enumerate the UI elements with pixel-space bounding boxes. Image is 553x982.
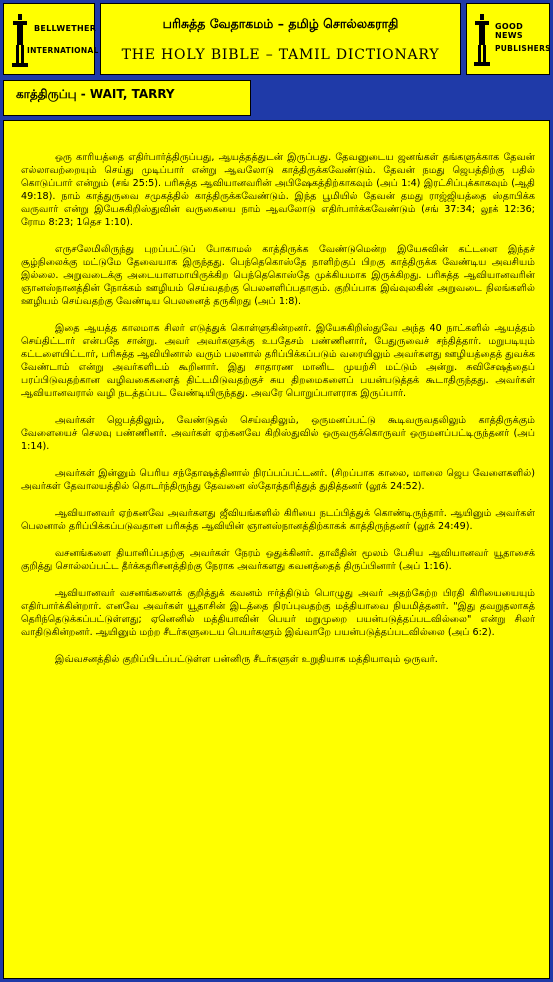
paragraph: அவர்கள் ஜெபத்திலும், வேண்டுதல் செய்வதிலும், ஒருமனப்பட்டு கூடிவருவதலிலும் காத்திருக்கும் வேளையைச் செலவு பண்ணினர். அவர்கள் ஏற்கனவே கிறிஸ்துவில் ஒருவருக்கொருவர் ஒருமனப்பட்டிருந்தனர் (அப் 1:14). [21, 415, 535, 452]
term-heading-box [3, 80, 251, 116]
paragraph: ஒரு காரியத்தை எதிர்பார்த்திருப்பது, ஆயத்தத்துடன் இருப்பது. தேவனுடைய ஜனங்கள் தங்களுக்காக தேவன் எல்லாவற்றையும் செய்து முடிப்பார் என்று ஆவலோடு காத்திருக்கவேண்டும். தேவன் நமது ஜெபத்திற்கு பதில் கொடுப்பார் என்றும் (சங் 25:5). பரிசுத்த ஆவியானவரின் அபிஷேகத்திற்காகவும் (அப் 1:4) இரட்சிப்புக்காகவும் (ஆதி 49:18). நாம் காத்துருவை சமுகத்தில் காத்திருக்கவேண்டும். இந்த பூமியில் தேவன் தமது ராஜ்ஜியத்தை ஸ்தாபிக்க வருவார் என்று இயேசுகிறிஸ்துவின் வருகையை நாம் ஆவலோடு எதிர்பார்க்கவேண்டும் (சங் 37:34; லூக் 12:36; ரோம 8:23; 1தெச 1:10). [21, 152, 535, 228]
good-news-logo [466, 3, 550, 75]
paragraph: ஆவியானவர் வசனங்களைக் குறித்துக் கவனம் ஈர்த்திடும் பொழுது அவர் அதற்கேற்ற பிரதி கிரியையையும் எதிர்பார்க்கின்றார். எனவே அவர்கள் யூதாசின் இடத்தை நிரப்புவதற்கு மத்தியாவை நியமித்தனர். "இது தவறுதலாகத் தெரிந்தெடுக்கப்பட்டுள்ளது; ஏனெனில் மத்தியாவின் பெயர் மறுமுறை பயன்படுத்தப்படவில்லை" என்று சிலர் வாதிடுகின்றனர். ஆயினும் மற்ற சீடர்களுடைய பெயர்களும் இவ்வாறே பயன்படுத்தப்படவில்லை (அப் 6:2). [21, 588, 535, 638]
paragraph: எருசலேமிலிருந்து புறப்பட்டுப் போகாமல் காத்திருக்க வேண்டுமென்ற இயேசுவின் கட்டளை இந்தச் சூழ்நிலைக்கு மட்டுமே தேவையாக இருந்தது. பெந்தெகொஸ்தே நாளிற்குப் பிறகு காத்திருக்க வேண்டிய அவசியம் இல்லை. அறுவடைக்கு அடையாளமாயிருக்கிற பெந்தெகொஸ்தே முக்கியமாக இருக்கிறது. பரிசுத்த ஆவியானவரின் ஞானஸ்நானத்தின் நோக்கம் ஊழியம் செய்வதற்கு பெலனளிப்பதாகும். குறிப்பாக இவ்வுலகின் அறுவடை நிலங்களில் ஊழியம் செய்வதற்கு வேண்டிய பெலனைத் தருகிறது (அப் 1:8). [21, 244, 535, 307]
term-heading: காத்திருப்பு - WAIT, TARRY [16, 87, 175, 101]
header-title-english: THE HOLY BIBLE – TAMIL DICTIONARY [121, 47, 440, 63]
header-title-tamil: பரிசுத்த வேதாகமம் – தமிழ் சொல்லகராதி [162, 16, 399, 31]
paragraph: இதை ஆயத்த காலமாக சிலர் எடுத்துக் கொள்ளுகின்றனர். இயேசுகிறிஸ்துவே அந்த 40 நாட்களில் ஆயத்தம் செய்திட்டார் என்பதே சான்று. அவர் அவர்களுக்கு உபதேசம் பண்ணினார், பேதுருவைச் சந்தித்தார். மறுபடியும் கட்டளையிட்டார், பரிசுத்த ஆவியினால் வரும் பலனால் தரிப்பிக்கப்படும் வரையிலும் அவர்களது ஊழியத்தைத் துவக்க வேண்டாம் என்று அவர்களிடம் கூறினார். இது சாதாரண மானிட முயற்சி மட்டும் அன்று. சுவிசேஷத்தைப் பரப்பிடுவதற்கான வழிவகைகளைத் திட்டமிடுவதற்குச் சுய திறமைகளைப் பயன்படுத்தக் கூடாதிருந்தது. அவர்கள் ஆவியானவரால் வழி நடத்தப்பட வேண்டியிருந்தது. அவரே பொறுப்பாளராக இருப்பார். [21, 323, 535, 399]
paragraph: அவர்கள் இன்னும் பெரிய சந்தோஷத்தினால் நிரப்பப்பட்டனர். (சிறப்பாக காலை, மாலை ஜெப வேளைகளில்) அவர்கள் தேவாலயத்தில் தொடர்ந்திருந்து தேவனை ஸ்தோத்தரித்துத் துதித்தனர் (லூக் 24:52). [21, 468, 535, 492]
logo-left-line1: BELLWETHER [34, 24, 97, 33]
paragraph-list [4, 121, 549, 666]
dictionary-header [100, 3, 461, 75]
logo-right-line1: GOOD NEWS [495, 22, 524, 40]
figure-icon [473, 12, 491, 68]
paragraph: ஆவியானவர் ஏற்கனவே அவர்களது ஜீவியங்களில் கிரியை நடப்பித்துக் கொண்டிருந்தார். ஆயினும் அவர்கள் பெலனால் தரிப்பிக்கப்படுவதான பரிசுத்த ஆவியின் ஞானஸ்நானத்திற்காகக் காத்திருந்தனர் (லூக் 24:49). [21, 508, 535, 532]
paragraph: வசனங்களை தியானிப்பதற்கு அவர்கள் நேரம் ஒதுக்கினர். தாவீதின் மூலம் பேசிய ஆவியானவர் யூதாசைக் குறித்து சொல்லப்பட்ட தீர்க்கதரிசனத்திற்கு நேராக அவர்களது கவனத்தைத் திருப்பினார் (அப் 1:16). [21, 548, 535, 572]
figure-icon [10, 12, 30, 70]
paragraph: இவ்வசனத்தில் குறிப்பிடப்பட்டுள்ள பன்னிரு சீடர்களுள் உறுதியாக மத்தியாவும் ஒருவர். [55, 654, 438, 665]
bellwether-logo [3, 3, 99, 75]
logo-right-line2: PUBLISHERS [495, 44, 551, 53]
logo-left-line2: INTERNATIONAL [27, 46, 99, 55]
entry-content [3, 120, 550, 979]
